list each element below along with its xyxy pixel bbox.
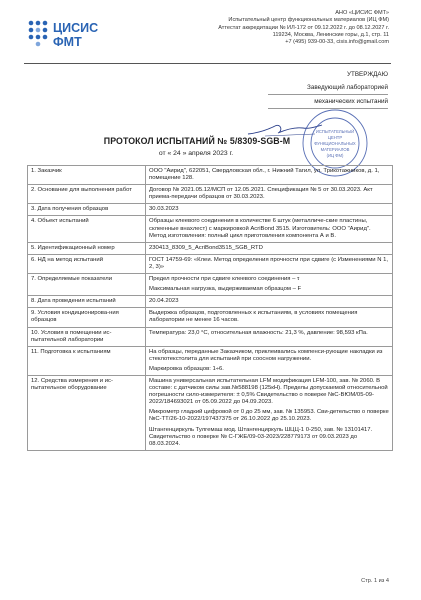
row-label: 12. Средства измерения и ис-пытательное оборудование [28,375,146,450]
svg-text:ЦИСИС: ЦИСИС [53,21,99,35]
row-label: 5. Идентификационный номер [28,242,146,254]
value-text: На образцы, переданные Заказчиком, приклеивались компенси-рующие накладки из стеклотекстолита для испытаний при соосном нагружении. [149,348,383,362]
value-text: 30.03.2023 [149,206,179,213]
row-value [146,274,393,296]
organization-info [159,10,389,46]
row-label: 6. НД на метод испытаний [28,254,146,273]
row-value [146,166,393,185]
svg-text:ФУНКЦИОНАЛЬНЫХ: ФУНКЦИОНАЛЬНЫХ [314,141,356,146]
value-text: Машина универсальная испытательная LFM модификация LFM-100, зав. № 2060. В составе: с датчиком силы зав.№588198 (125кН). Пределы допускаемой относительной погрешности сило-измерителя: ± 0,5% Свидетельство о поверке №С-ВЮМ/05-09-2022/184693021 от 05.09.2022 до 04.09.2023. [149,377,388,406]
value-text: Договор № 2021.05.12/МСП от 12.05.2021. Спецификация № 5 от 30.03.2023. Акт приема-передачи образцов от 30.03.2023. [149,187,373,201]
row-value [146,204,393,216]
org-line: 119234, Москва, Ленинские горы, д.1, стр. 11 [272,31,389,38]
table-row [28,204,393,216]
value-text: Микрометр гладкий цифровой от 0 до 25 мм, зав. № 135953. Сви-детельство о поверке №С-ТТ/26-10-2022/197437375 от 26.10.2022 до 25.10.2023. [149,409,389,423]
protocol-table [27,165,393,451]
table-row [28,327,393,346]
svg-text:МАТЕРИАЛОВ: МАТЕРИАЛОВ [320,147,350,152]
value-text: Максимальная нагрузка, выдерживаемая образцом – F [149,286,302,293]
svg-text:ЦЕНТР: ЦЕНТР [327,135,343,140]
value-text: Предел прочности при сдвиге клеевого соединения – τ [149,276,300,283]
row-label: 9. Условия кондиционирова-ния образцов [28,308,146,327]
org-line: +7 (495) 939-00-33, cisis.info@gmail.com [285,39,389,46]
table-row [28,216,393,242]
table-row [28,274,393,296]
row-label: 11. Подготовка к испытаниям [28,346,146,375]
row-value [146,242,393,254]
row-value [146,375,393,450]
protocol-date: от « 24 » апреля 2023 г. [158,150,234,157]
table-row [28,375,393,450]
value-text: 20.04.2023 [149,298,179,305]
row-value [146,308,393,327]
org-line: Испытательный центр функциональных материалов (ИЦ ФМ) [228,17,389,24]
row-value [146,296,393,308]
value-text: Штангенциркуль Тулгемаш мод. Штангенциркуль ШЦЦ-1 0-250, зав. № 13101417. Свидетельство о поверке № С-ГЖЕ/09-03-2023/228779173 от 09.03.2023 до 08.03.2024. [149,426,373,447]
row-label: 7. Определяемые показатели [28,274,146,296]
table-row [28,346,393,375]
row-label: 10. Условия в помещении ис-пытательной лаборатории [28,327,146,346]
svg-text:(ИЦ ФМ): (ИЦ ФМ) [326,153,344,158]
table-row [28,166,393,185]
value-text: 230413_8309_5_AcriBond3515_SGB_RTD [149,244,263,251]
table-row [28,242,393,254]
row-value [146,327,393,346]
row-value [146,346,393,375]
value-text: Образцы клеевого соединения в количестве 6 штук (металличе-ские пластины, склеенные внахлест) с маркировкой AcriBond 3515. Изготовитель: ООО "Аирид". Метод изготовления: полный цикл приготовления компонента А и В. [149,218,371,239]
value-text: Температура: 23,0 °С, относительная влажность: 21,3 %, давление: 98,593 кПа. [149,329,368,336]
value-text: ООО "Аирид", 622051, Свердловская обл., г. Нижний Тагил, ул. Трикотажников, д. 1, помещение 128. [149,168,380,182]
org-line: Аттестат аккредитации № ИЛ-172 от 09.12.2022 г. до 08.12.2027 г. [218,24,389,31]
svg-text:ФМТ: ФМТ [53,35,82,49]
value-text: Выдержка образцов, подготовленных к испытаниям, в условиях помещения лаборатории не менее 16 часов. [149,310,358,324]
org-line: АНО «ЦИСИС ФМТ» [335,10,389,16]
protocol-title: ПРОТОКОЛ ИСПЫТАНИЙ № 5/8309-SGB-M [103,136,291,146]
row-value [146,216,393,242]
row-label: 8. Дата проведения испытаний [28,296,146,308]
row-label: 4. Объект испытаний [28,216,146,242]
cisis-fmt-logo [25,17,117,53]
table-row [28,254,393,273]
table-row [28,296,393,308]
row-label: 1. Заказчик [28,166,146,185]
approval-position-line1: Заведующий лабораторией [268,81,388,95]
row-value [146,254,393,273]
svg-text:ИСПЫТАТЕЛЬНЫЙ: ИСПЫТАТЕЛЬНЫЙ [315,129,355,134]
value-text: ГОСТ 14759-69: «Клеи. Метод определения прочности при сдвиге (с Изменениями N 1, 2, 3)» [149,256,389,270]
value-text: Маркировка образцов: 1÷6. [149,365,224,372]
approval-block [268,68,388,109]
header-divider [24,63,391,64]
table-row [28,185,393,204]
table-row [28,308,393,327]
row-label: 2. Основание для выполнения работ [28,185,146,204]
approval-title: УТВЕРЖДАЮ [346,71,388,78]
page-number: Стр. 1 из 4 [361,578,389,584]
row-value [146,185,393,204]
approval-position-line2: механических испытаний [268,95,388,109]
row-label: 3. Дата получения образцов [28,204,146,216]
